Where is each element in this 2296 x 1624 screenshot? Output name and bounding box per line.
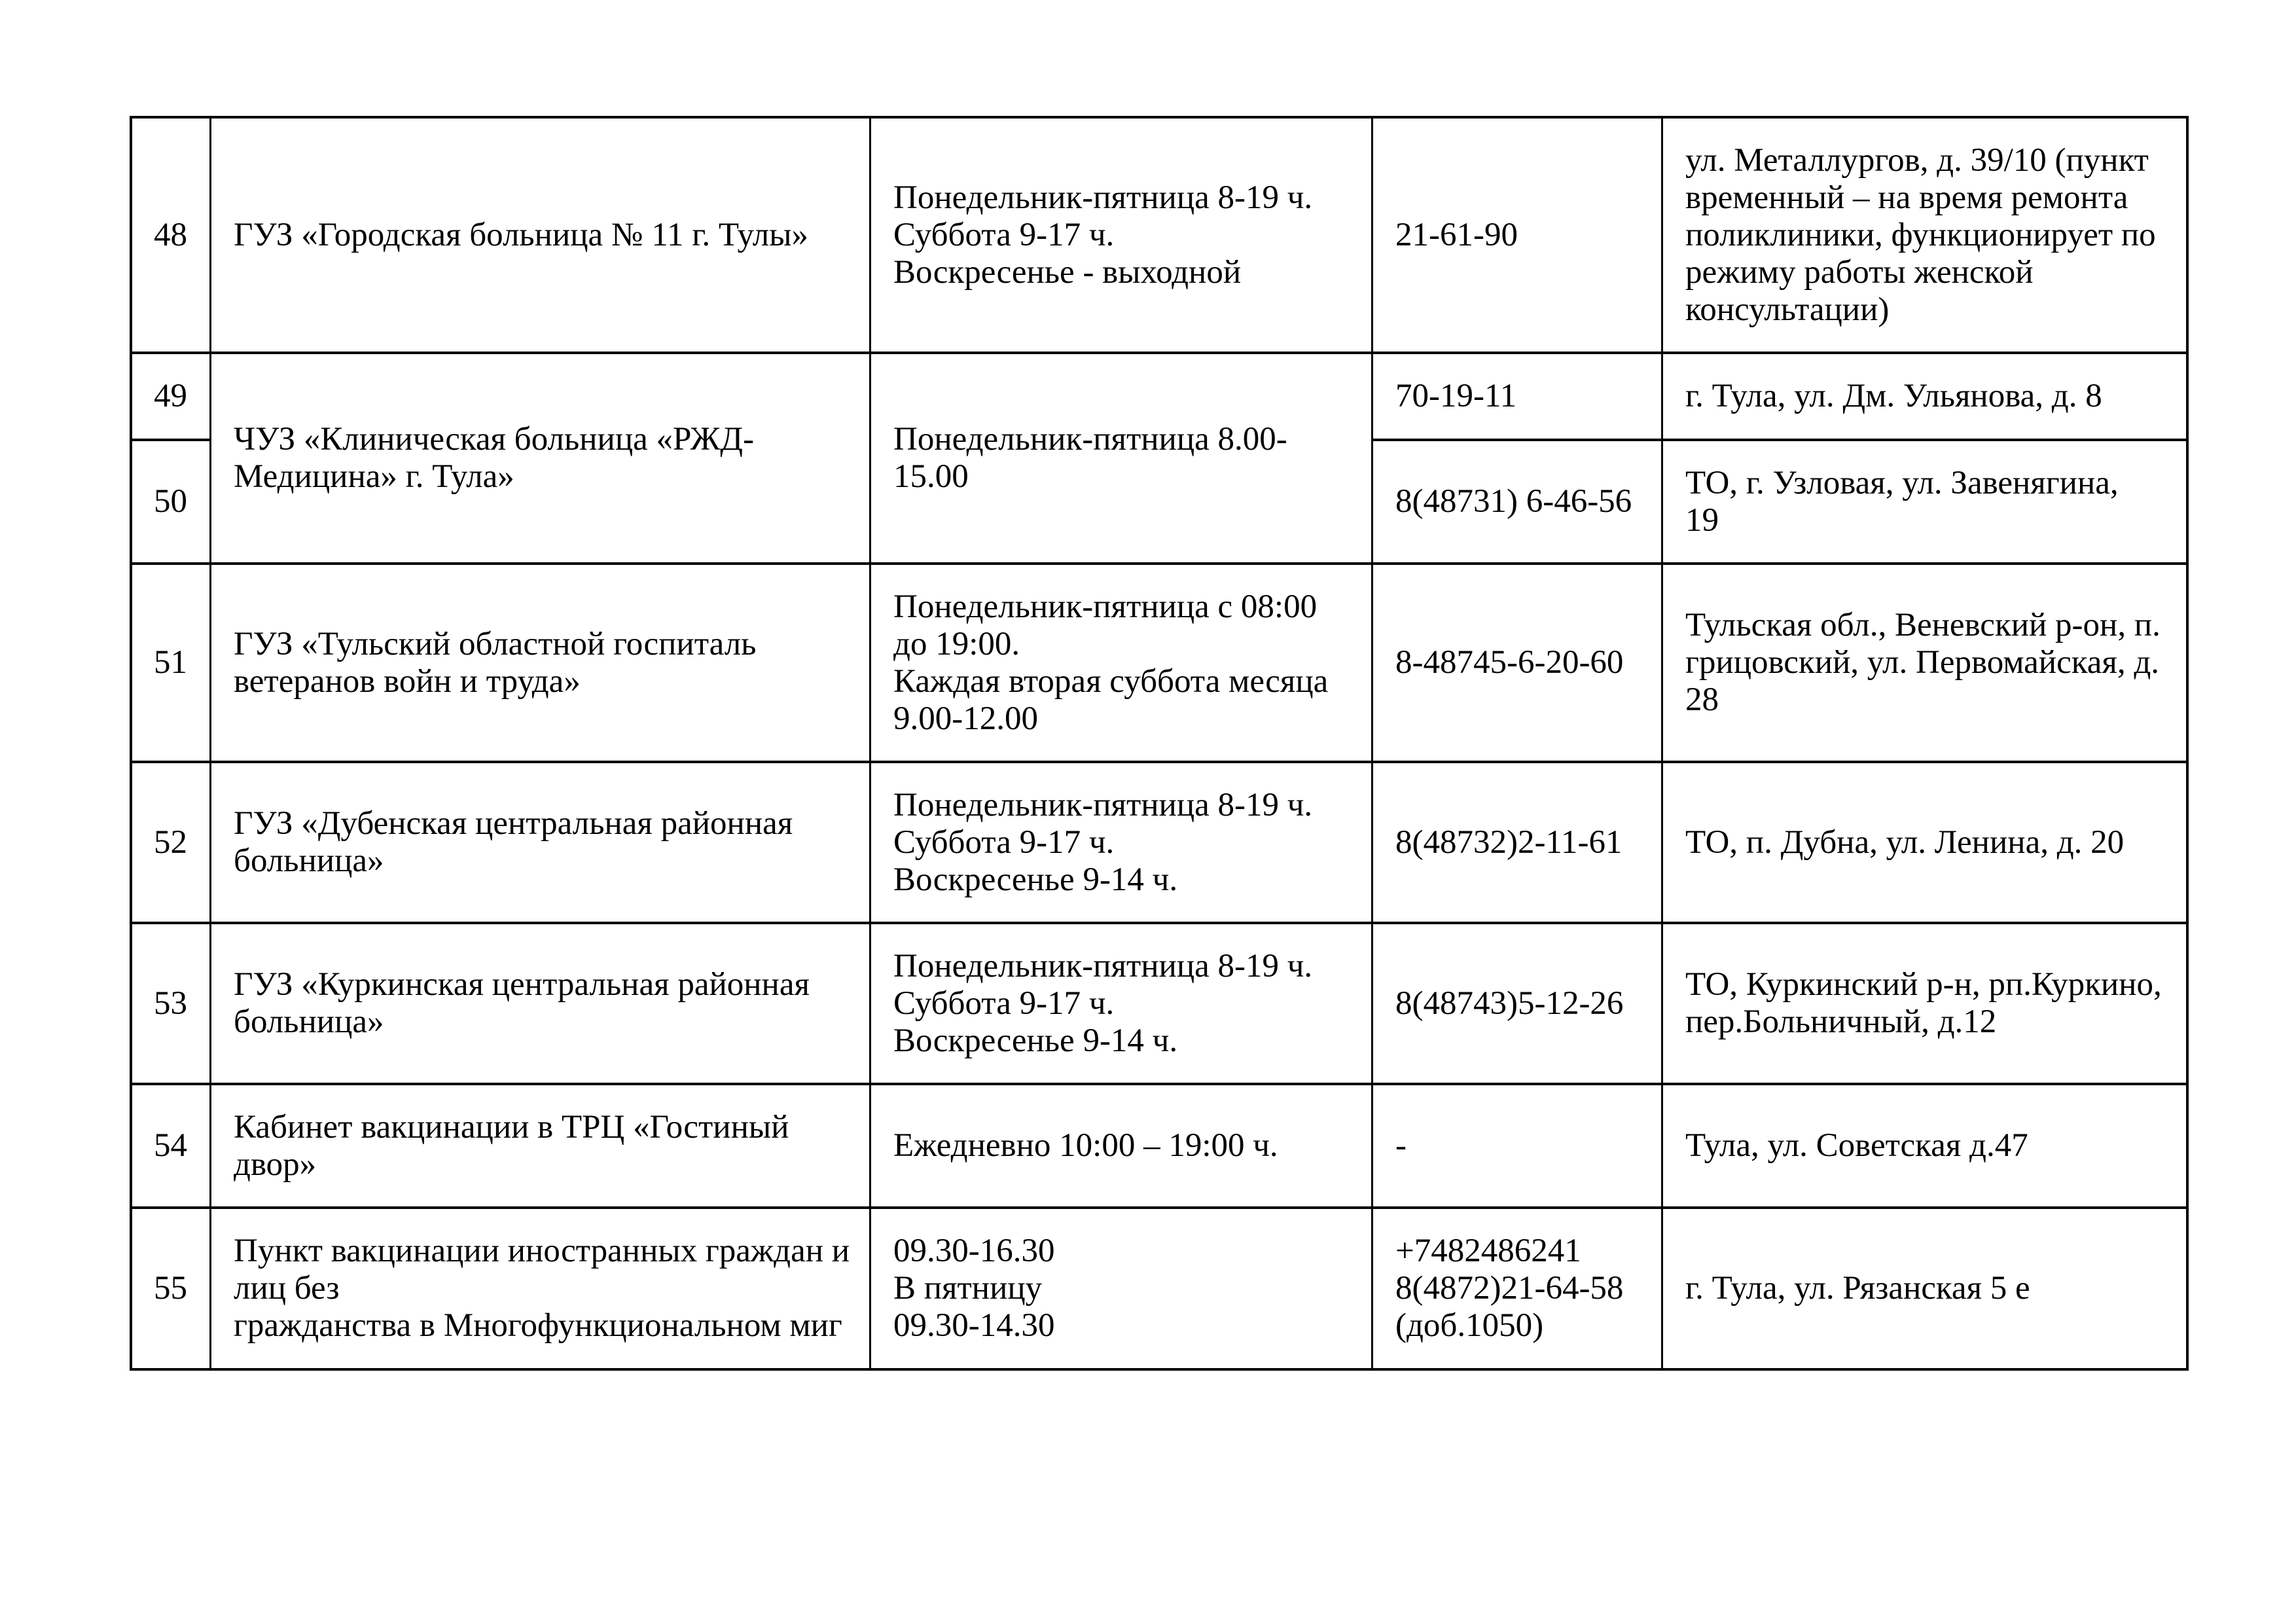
phone-number (1372, 440, 1662, 564)
column-border (1661, 117, 1663, 1369)
address (1662, 1208, 2187, 1369)
row-border (130, 761, 2189, 763)
column-border (209, 117, 211, 1369)
address-line: ТО, г. Узловая, ул. Завенягина, (1685, 464, 2119, 501)
working-hours (870, 117, 1372, 353)
row-border-49-50 (130, 439, 211, 441)
working-hours-line: Понедельник-пятница с 08:00 (893, 588, 1318, 625)
institution-name (210, 762, 870, 923)
row-border (130, 352, 2189, 354)
column-border (869, 117, 871, 1369)
phone-number (1372, 1084, 1662, 1208)
working-hours (870, 762, 1372, 923)
row-number (131, 1084, 210, 1208)
row-number-line: 51 (154, 644, 187, 681)
row-number-line: 49 (154, 378, 187, 414)
row-border (130, 1083, 2189, 1085)
address-line: 28 (1685, 681, 1719, 718)
working-hours-line: Ежедневно 10:00 – 19:00 ч. (893, 1127, 1278, 1164)
phone-number (1372, 762, 1662, 923)
row-number (131, 762, 210, 923)
row-number (131, 1208, 210, 1369)
address (1662, 1084, 2187, 1208)
phone-number (1372, 923, 1662, 1084)
table-outer-border (130, 116, 132, 1371)
institution-name (210, 1084, 870, 1208)
institution-name-line: лиц без (234, 1270, 340, 1307)
institution-name (210, 564, 870, 762)
row-border (130, 922, 2189, 924)
table-outer-border (2186, 116, 2189, 1371)
address-line: грицовский, ул. Первомайская, д. (1685, 644, 2160, 681)
address-line: временный – на время ремонта (1685, 179, 2128, 216)
phone-number (1372, 1208, 1662, 1369)
address (1662, 564, 2187, 762)
table-outer-border (130, 116, 2189, 118)
institution-name-line: гражданства в Многофункциональном миг (234, 1307, 842, 1344)
institution-name-line: ветеранов войн и труда» (234, 662, 581, 700)
working-hours-line: Суббота 9-17 ч. (893, 216, 1115, 253)
working-hours (870, 564, 1372, 762)
institution-name-line: больница» (234, 1003, 384, 1040)
address-line: 19 (1685, 501, 1719, 539)
institution-name-line: ГУЗ «Тульский областной госпиталь (234, 625, 757, 662)
address-line: ТО, п. Дубна, ул. Ленина, д. 20 (1685, 823, 2125, 861)
phone-number-line: 8-48745-6-20-60 (1395, 644, 1624, 681)
row-number (131, 353, 210, 440)
institution-name-line: Кабинет вакцинации в ТРЦ «Гостиный (234, 1108, 789, 1146)
working-hours-line: В пятницу (893, 1270, 1043, 1307)
institution-name-line: Пункт вакцинации иностранных граждан и (234, 1233, 850, 1269)
working-hours-line: Каждая вторая суббота месяца (893, 662, 1329, 700)
phone-number-line: 70-19-11 (1395, 378, 1517, 414)
column-border (1371, 117, 1373, 1369)
working-hours (870, 1208, 1372, 1369)
institution-name (210, 923, 870, 1084)
working-hours-line: Суббота 9-17 ч. (893, 984, 1115, 1022)
phone-number-line: 8(4872)21-64-58 (1395, 1270, 1624, 1307)
address (1662, 353, 2187, 440)
institution-name-line: Медицина» г. Тула» (234, 458, 514, 495)
working-hours-line: 09.30-14.30 (893, 1307, 1055, 1344)
address (1662, 440, 2187, 564)
phone-number-line: 8(48743)5-12-26 (1395, 984, 1624, 1022)
institution-name-line: больница» (234, 842, 384, 879)
working-hours-line: 09.30-16.30 (893, 1233, 1055, 1269)
row-number (131, 440, 210, 564)
working-hours (870, 923, 1372, 1084)
phone-number-line: 21-61-90 (1395, 216, 1518, 253)
working-hours-line: Воскресенье 9-14 ч. (893, 861, 1178, 898)
phone-number-line: (доб.1050) (1395, 1307, 1544, 1344)
row-number-line: 54 (154, 1127, 187, 1164)
address (1662, 923, 2187, 1084)
row-number (131, 117, 210, 353)
phone-number (1372, 117, 1662, 353)
institution-name-line: ЧУЗ «Клиническая больница «РЖД- (234, 421, 755, 458)
address-line: консультации) (1685, 291, 1890, 328)
address (1662, 117, 2187, 353)
address-line: Тульская обл., Веневский р-он, п. (1685, 607, 2161, 643)
phone-number-line: 8(48732)2-11-61 (1395, 823, 1623, 861)
working-hours-line: Суббота 9-17 ч. (893, 823, 1115, 861)
working-hours-line: Понедельник-пятница 8.00- (893, 421, 1287, 458)
phone-number (1372, 564, 1662, 762)
working-hours-line: 15.00 (893, 458, 969, 495)
working-hours (870, 1084, 1372, 1208)
institution-name (210, 353, 870, 564)
working-hours-line: Понедельник-пятница 8-19 ч. (893, 947, 1313, 984)
working-hours-line: Понедельник-пятница 8-19 ч. (893, 786, 1313, 823)
row-number-line: 48 (154, 216, 187, 253)
phone-number-line: +7482486241 (1395, 1233, 1581, 1269)
working-hours-line: Воскресенье 9-14 ч. (893, 1022, 1178, 1059)
working-hours-line: Понедельник-пятница 8-19 ч. (893, 179, 1313, 216)
row-number (131, 923, 210, 1084)
institution-name-line: ГУЗ «Куркинская центральная районная (234, 966, 810, 1003)
working-hours-line: до 19:00. (893, 625, 1020, 662)
row-border (130, 1206, 2189, 1209)
row-border (130, 562, 2189, 565)
address-line: ТО, Куркинский р-н, рп.Куркино, (1685, 966, 2162, 1003)
address (1662, 762, 2187, 923)
phone-number (1372, 353, 1662, 440)
institution-name (210, 117, 870, 353)
phone-number-line: 8(48731) 6-46-56 (1395, 483, 1632, 520)
address-line: г. Тула, ул. Дм. Ульянова, д. 8 (1685, 378, 2102, 414)
institution-name (210, 1208, 870, 1369)
institution-name-line: ГУЗ «Дубенская центральная районная (234, 805, 793, 842)
working-hours (870, 353, 1372, 564)
phone-number-line: - (1395, 1127, 1407, 1164)
address-line: ул. Металлургов, д. 39/10 (пункт (1685, 141, 2149, 179)
working-hours-line: Воскресенье - выходной (893, 253, 1242, 291)
row-border-49-50 (1371, 439, 2189, 441)
institution-name-line: ГУЗ «Городская больница № 11 г. Тулы» (234, 216, 808, 253)
address-line: Тула, ул. Советская д.47 (1685, 1127, 2028, 1164)
institution-name-line: двор» (234, 1146, 317, 1183)
address-line: поликлиники, функционирует по (1685, 216, 2156, 253)
row-number-line: 50 (154, 483, 187, 520)
address-line: режиму работы женской (1685, 253, 2034, 291)
row-number-line: 52 (154, 823, 187, 861)
row-number-line: 55 (154, 1270, 187, 1307)
working-hours-line: 9.00-12.00 (893, 700, 1038, 737)
address-line: пер.Больничный, д.12 (1685, 1003, 1997, 1040)
row-number (131, 564, 210, 762)
row-number-line: 53 (154, 984, 187, 1022)
table-outer-border (130, 1368, 2189, 1371)
address-line: г. Тула, ул. Рязанская 5 е (1685, 1270, 2030, 1307)
